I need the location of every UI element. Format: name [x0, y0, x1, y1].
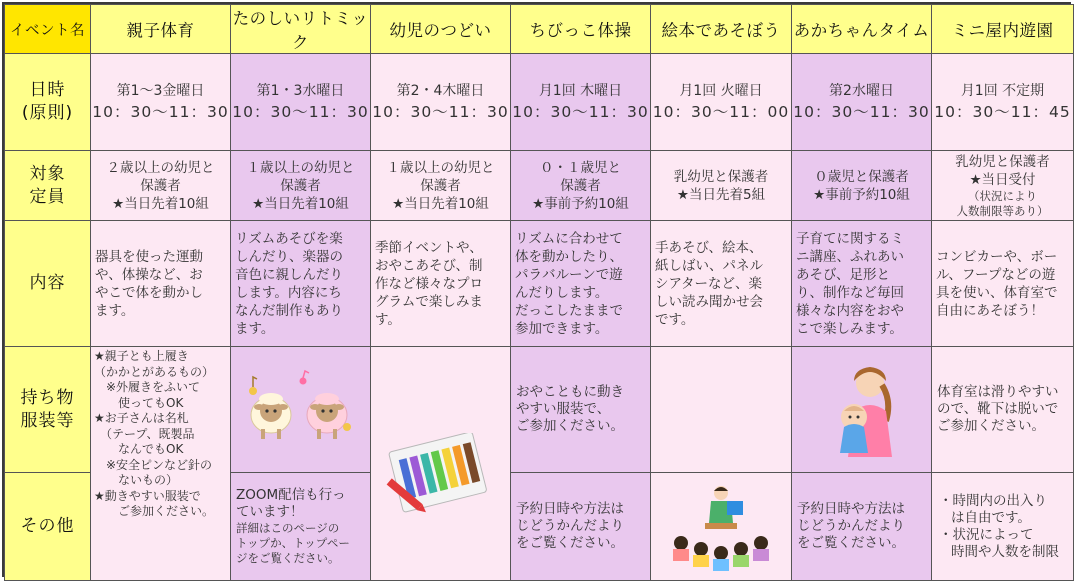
- event-name: 絵本であそぼう: [661, 21, 781, 40]
- content-text: 手あそび、絵本、 紙しばい、パネル シアターなど、楽 しい読み聞かせ会 です。: [655, 239, 763, 328]
- capacity-text: ★当日先着10組: [112, 195, 209, 212]
- target-text: ０歳児と保護者: [814, 168, 909, 185]
- illustration-cell: [371, 347, 511, 581]
- other-text: 予約日時や方法は じどうかんだより をご覧ください。: [516, 501, 624, 551]
- day-text: 月1回 不定期: [960, 83, 1045, 99]
- target-cell: [91, 151, 231, 221]
- other-cell: [792, 473, 932, 581]
- row-label-text: 服装等: [20, 410, 75, 431]
- event-name-label: イベント名: [10, 22, 85, 39]
- row-label-other: [5, 473, 91, 581]
- time-text: 10：30～11：30: [793, 103, 930, 121]
- target-text: ０・１歳児と: [540, 159, 621, 176]
- header-row: [5, 5, 1074, 54]
- target-text: ２歳以上の幼児と: [106, 159, 215, 176]
- content-text: リズムに合わせて 体を動かしたり、 パラバルーンで遊 んだりします。 だっこしたままで 参加できます。: [515, 230, 623, 337]
- bullet-text: 時間内の出入り は自由です。: [951, 492, 1047, 526]
- day-text: 第1～3金曜日: [116, 83, 205, 99]
- target-cell: [792, 151, 932, 221]
- zoom-detail-text: 詳細はこのページの トップか、トップペー ジをご覧ください。: [236, 521, 350, 565]
- illustration-cell: [651, 473, 792, 581]
- day-text: 月1回 火曜日: [679, 83, 763, 99]
- event-name: 幼児のつどい: [389, 21, 492, 40]
- note-text: （状況により: [968, 188, 1037, 203]
- event-name: ちびっこ体操: [529, 21, 632, 40]
- target-text: 乳幼児と保護者: [955, 153, 1050, 170]
- illustration-cell: [231, 347, 371, 473]
- datetime-cell: [651, 54, 792, 151]
- row-label-text: 日時: [29, 80, 66, 100]
- row-label-text: 持ち物: [20, 387, 75, 408]
- content-cell: [651, 221, 792, 347]
- capacity-text: ★当日先着10組: [392, 195, 489, 212]
- event-header-3: [371, 5, 511, 54]
- row-label-datetime: [5, 54, 91, 151]
- target-row: [5, 151, 1074, 221]
- datetime-cell: [932, 54, 1074, 151]
- content-text: 子育てに関するミ ニ講座、ふれあい あそび、足形と り、制作など毎回 様々な内容をおや こで楽しみます。: [796, 230, 904, 337]
- content-text: 器具を使った運動 や、体操など、お やこで体を動かし ます。: [95, 248, 203, 319]
- content-text: コンビカーや、ボー ル、フープなどの遊 具を使い、体育室で 自由にあそぼう！: [936, 248, 1058, 319]
- datetime-cell: [91, 54, 231, 151]
- content-cell: [792, 221, 932, 347]
- target-cell: [511, 151, 651, 221]
- row-label-text: 内容: [29, 273, 66, 293]
- event-header-2: [231, 5, 371, 54]
- row-label-content: [5, 221, 91, 347]
- event-name: ミニ屋内遊園: [951, 21, 1054, 40]
- target-text: 保護者: [560, 177, 601, 194]
- content-cell: [932, 221, 1074, 347]
- target-text: 保護者: [280, 177, 321, 194]
- target-cell: [371, 151, 511, 221]
- target-text: 乳幼児と保護者: [673, 168, 769, 185]
- content-row: [5, 221, 1074, 347]
- datetime-cell: [511, 54, 651, 151]
- items-cell: [511, 347, 651, 473]
- items-row: [5, 347, 1074, 473]
- other-cell: [932, 473, 1074, 581]
- day-text: 月1回 木曜日: [538, 83, 623, 99]
- event-header-5: [651, 5, 792, 54]
- other-cell: [231, 473, 371, 581]
- datetime-cell: [792, 54, 932, 151]
- datetime-cell: [371, 54, 511, 151]
- event-name: たのしいリトミック: [232, 9, 369, 52]
- items-text: 体育室は滑りやすい ので、靴下は脱いで ご参加ください。: [937, 384, 1059, 434]
- zoom-text: ZOOM配信も行っ ています！: [236, 487, 346, 520]
- event-name: あかちゃんタイム: [793, 21, 930, 40]
- items-text: おやこともに動き やすい服装で、 ご参加ください。: [516, 384, 624, 434]
- other-text: 予約日時や方法は じどうかんだより をご覧ください。: [797, 501, 905, 551]
- target-text: １歳以上の幼児と: [246, 159, 355, 176]
- event-header-7: [932, 5, 1074, 54]
- day-text: 第2水曜日: [829, 83, 894, 99]
- time-text: 10：30～11：30: [512, 103, 649, 121]
- capacity-text: ★当日受付: [969, 171, 1036, 188]
- illustration-cell: [792, 347, 932, 473]
- bullet-item: ・状況によって 時間や人数を制限: [939, 526, 1059, 560]
- content-text: リズムあそびを楽 しんだり、楽器の 音色に親しんだり します。内容にち なんだ制作もあり ます。: [235, 230, 343, 337]
- empty-cell: [651, 347, 792, 473]
- day-text: 第1・3水曜日: [256, 83, 345, 99]
- note-text: 人数制限等あり）: [956, 203, 1049, 218]
- event-header-6: [792, 5, 932, 54]
- time-text: 10：30～11：30: [92, 103, 229, 121]
- content-cell: [231, 221, 371, 347]
- target-text: １歳以上の幼児と: [386, 159, 495, 176]
- bullet-text: 状況によって 時間や人数を制限: [951, 526, 1059, 560]
- event-schedule-table: [2, 2, 1071, 577]
- day-text: 第2・4木曜日: [396, 83, 485, 99]
- mother-baby-icon: [824, 361, 904, 461]
- content-cell: [511, 221, 651, 347]
- target-text: 保護者: [420, 177, 461, 194]
- content-text: 季節イベントや、 おやこあそび、制 作など様々なプロ グラムで楽しみま す。: [375, 239, 483, 328]
- other-cell: [511, 473, 651, 581]
- time-text: 10：30～11：45: [934, 103, 1071, 121]
- storytime-icon: [665, 479, 775, 575]
- row-label-text: 対象: [29, 163, 66, 184]
- row-label-text: (原則): [21, 103, 74, 123]
- target-cell: [651, 151, 792, 221]
- items-cell: [932, 347, 1074, 473]
- time-text: 10：30～11：30: [232, 103, 369, 121]
- event-header-4: [511, 5, 651, 54]
- event-header-1: [91, 5, 231, 54]
- event-name: 親子体育: [126, 21, 195, 40]
- row-label-items: [5, 347, 91, 473]
- time-text: 10：30～11：00: [652, 103, 790, 121]
- time-text: 10：30～11：30: [372, 103, 509, 121]
- datetime-row: [5, 54, 1074, 151]
- content-cell: [371, 221, 511, 347]
- capacity-text: ★事前予約10組: [813, 186, 910, 203]
- items-text: ★親子とも上履き （かかとがあるもの） ※外履きをふいて 使ってもOK ★お子さんは名札 （テープ、既製品 なんでもOK ※安全ピンなど針の ないもの） ★動きやすい服装で ご参加ください。: [94, 349, 215, 518]
- bullet-item: ・時間内の出入り は自由です。: [939, 492, 1047, 526]
- items-cell: [91, 347, 231, 581]
- content-cell: [91, 221, 231, 347]
- datetime-cell: [231, 54, 371, 151]
- capacity-text: ★事前予約10組: [532, 195, 629, 212]
- crayons-icon: [383, 433, 493, 513]
- capacity-text: ★当日先着10組: [252, 195, 349, 212]
- target-text: 保護者: [140, 177, 181, 194]
- target-cell: [932, 151, 1074, 221]
- capacity-text: ★当日先着5組: [676, 186, 766, 203]
- target-cell: [231, 151, 371, 221]
- row-label-text: その他: [20, 516, 75, 536]
- sheep-icon: [239, 369, 359, 449]
- corner-header: [5, 5, 91, 54]
- row-label-text: 定員: [29, 186, 66, 207]
- row-label-target: [5, 151, 91, 221]
